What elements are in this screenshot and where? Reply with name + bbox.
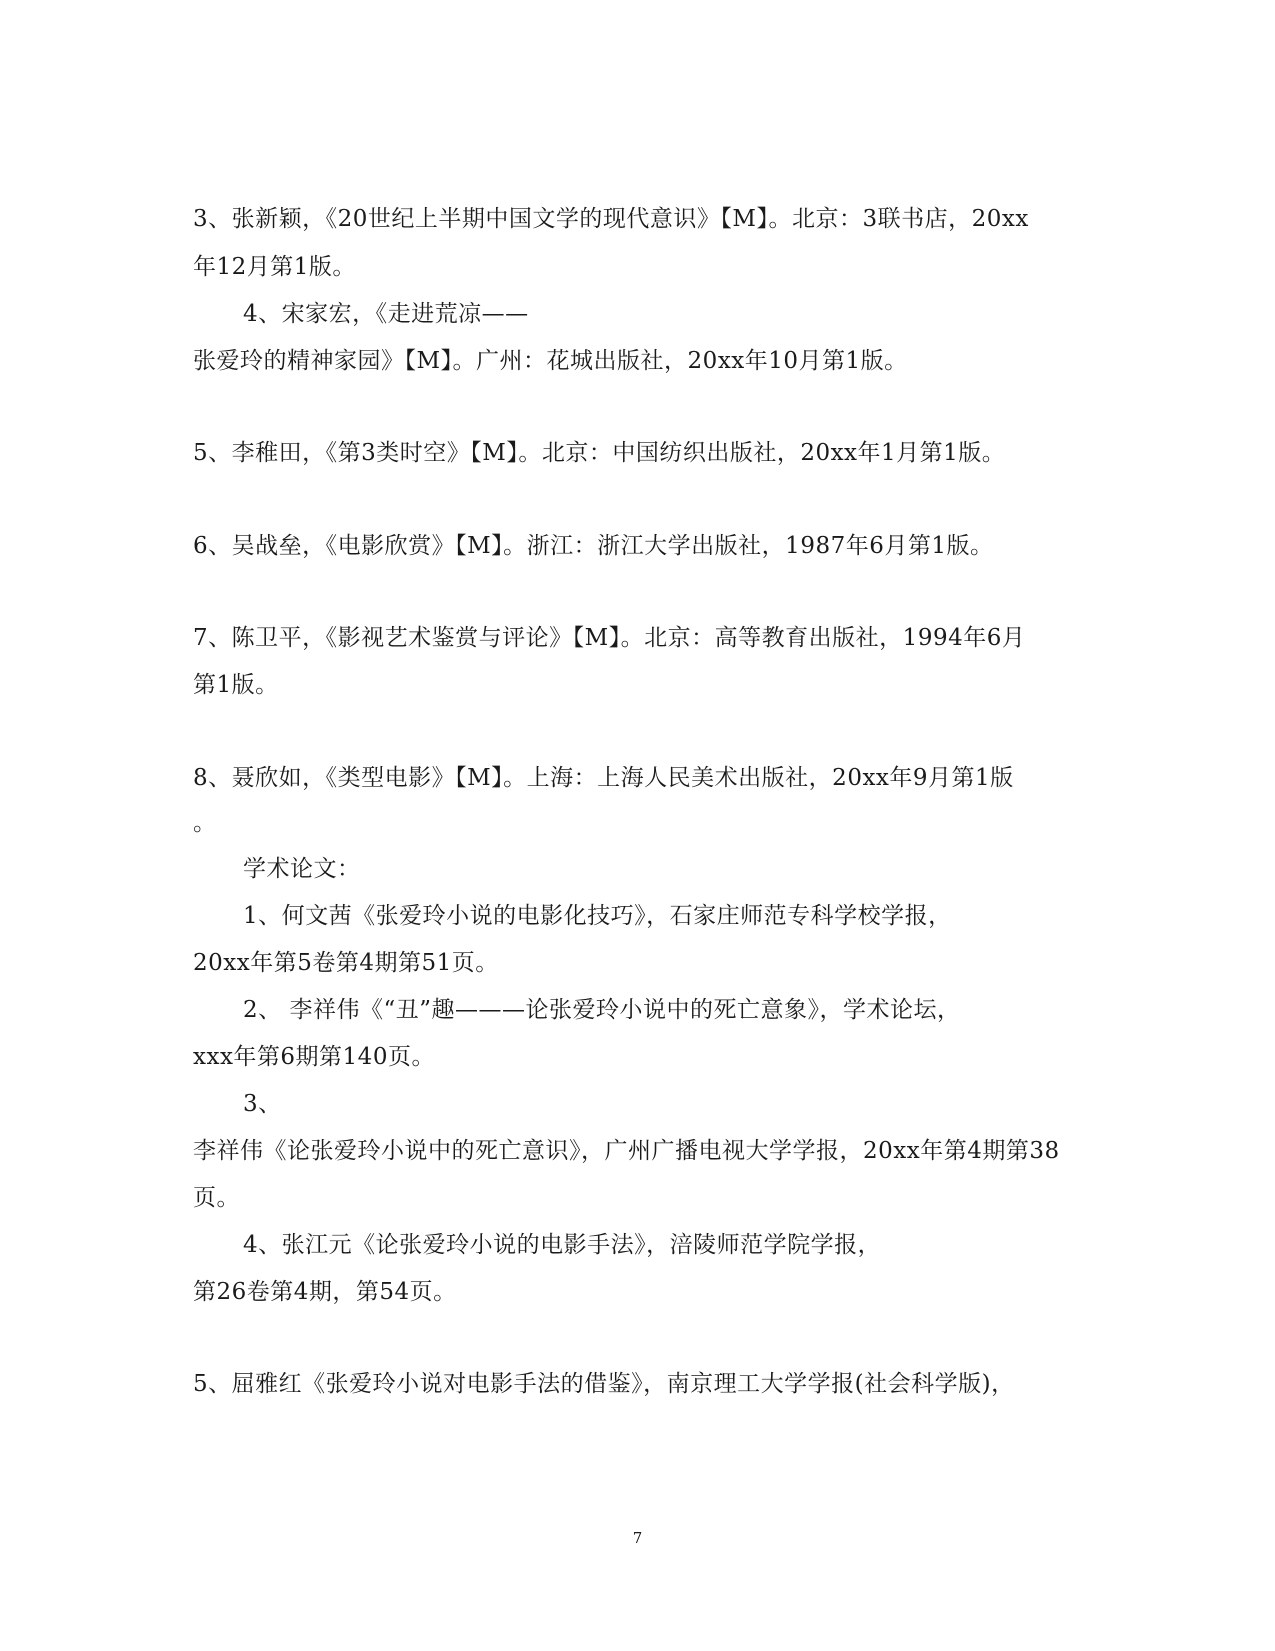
- reference-line: 张爱玲的精神家园》【M】。广州：花城出版社，20xx年10月第1版。: [193, 348, 908, 374]
- reference-line: 4、宋家宏，《走进荒凉——: [243, 301, 529, 327]
- reference-line: 4、张江元《论张爱玲小说的电影手法》，涪陵师范学院学报，: [243, 1232, 882, 1258]
- reference-line: 第26卷第4期，第54页。: [193, 1279, 457, 1305]
- reference-line: 3、: [243, 1091, 282, 1117]
- reference-line: 5、屈雅红《张爱玲小说对电影手法的借鉴》，南京理工大学学报(社会科学版)，: [193, 1371, 1015, 1397]
- reference-line: 6、吴战垒，《电影欣赏》【M】。浙江：浙江大学出版社，1987年6月第1版。: [193, 533, 994, 559]
- reference-line: 20xx年第5卷第4期第51页。: [193, 950, 499, 976]
- reference-line: 第1版。: [193, 672, 279, 698]
- reference-line: 1、何文茜《张爱玲小说的电影化技巧》，石家庄师范专科学校学报，: [243, 903, 952, 929]
- reference-line: 7、陈卫平，《影视艺术鉴赏与评论》【M】。北京：高等教育出版社，1994年6月: [193, 625, 1026, 651]
- reference-line: 。: [193, 810, 217, 836]
- reference-line: 8、聂欣如，《类型电影》【M】。上海：上海人民美术出版社，20xx年9月第1版: [193, 765, 1014, 791]
- reference-line: 5、李稚田，《第3类时空》【M】。北京：中国纺织出版社，20xx年1月第1版。: [193, 440, 1006, 466]
- reference-line: 3、张新颖，《20世纪上半期中国文学的现代意识》【M】。北京：3联书店，20xx: [193, 206, 1029, 232]
- reference-line: xxx年第6期第140页。: [193, 1044, 435, 1070]
- reference-line: 年12月第1版。: [193, 254, 356, 280]
- reference-line: 李祥伟《论张爱玲小说中的死亡意识》，广州广播电视大学学报，20xx年第4期第38: [193, 1138, 1060, 1164]
- reference-line: 页。: [193, 1185, 240, 1211]
- section-heading: 学术论文：: [243, 856, 361, 882]
- reference-line: 2、 李祥伟《“丑”趣———论张爱玲小说中的死亡意象》，学术论坛，: [243, 997, 961, 1023]
- page-number: 7: [632, 1529, 643, 1547]
